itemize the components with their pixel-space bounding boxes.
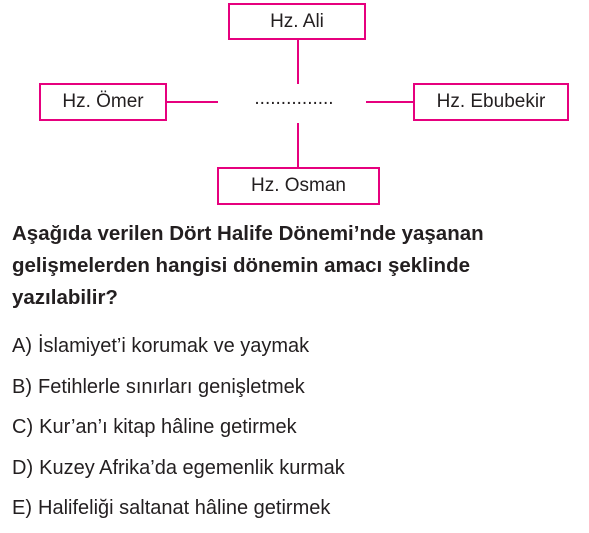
box-label-right: Hz. Ebubekir [436,91,546,112]
question-line-1: Aşağıda verilen Dört Halife Dönemi’nde yaşanan [12,222,484,245]
question-line-2: gelişmelerden hangisi dönemin amacı şeklinde [12,254,470,277]
box-hz-ebubekir [413,83,569,121]
question-line-3: yazılabilir? [12,286,118,309]
answer-options [12,330,582,533]
connector-line-right [366,101,413,103]
connector-line-top [297,40,299,84]
box-hz-omer [39,83,167,121]
option-text: İslamiyet’i korumak ve yaymak [38,335,310,357]
option-letter: B) [12,375,32,398]
box-hz-ali [228,3,366,40]
box-hz-osman [217,167,380,205]
option-text: Kur’an’ı kitap hâline getirmek [39,416,297,438]
option-text: Fetihlerle sınırları genişletmek [38,375,305,398]
connector-line-bottom [297,123,299,167]
box-label-bottom: Hz. Osman [250,175,347,196]
question-text [12,218,582,314]
option-b[interactable] [12,371,582,412]
option-letter: D) [12,456,34,479]
center-blank: ............... [254,88,334,109]
option-c[interactable] [12,411,582,452]
option-a[interactable] [12,330,582,371]
connector-line-left [167,101,218,103]
option-d[interactable] [12,452,582,493]
option-letter: C) [12,416,34,438]
box-label-left: Hz. Ömer [62,91,144,112]
option-letter: A) [12,335,32,357]
caliphs-diagram [0,0,589,210]
option-e[interactable] [12,492,582,533]
option-text: Halifeliği saltanat hâline getirmek [38,497,331,519]
option-letter: E) [12,497,32,519]
box-label-top: Hz. Ali [270,10,324,32]
option-text: Kuzey Afrika’da egemenlik kurmak [39,456,345,479]
